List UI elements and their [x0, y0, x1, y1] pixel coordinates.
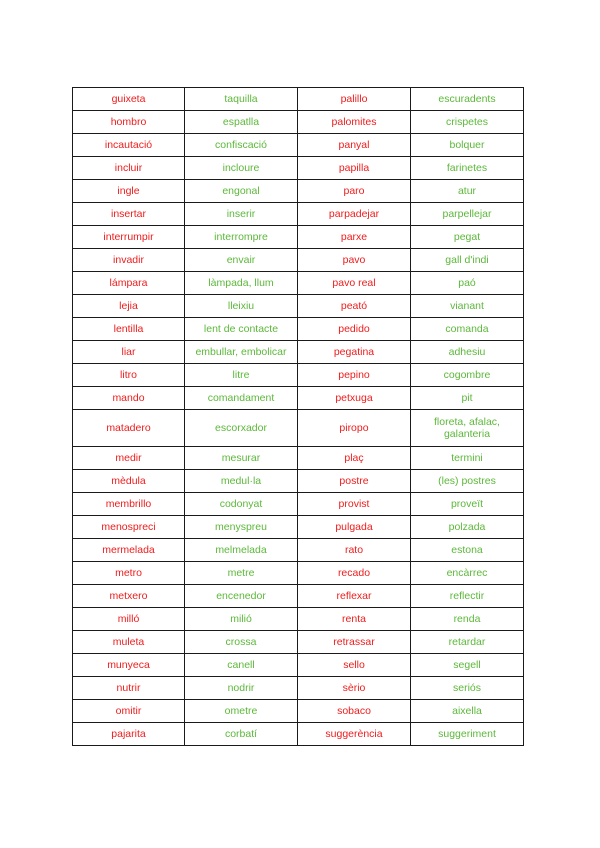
- correct-word-cell: corbatí: [185, 723, 298, 746]
- correct-word-cell: comanda: [411, 318, 524, 341]
- table-row: [73, 111, 524, 134]
- correct-word-cell: segell: [411, 654, 524, 677]
- table-row: [73, 272, 524, 295]
- table-row: [73, 249, 524, 272]
- correct-word-cell: lent de contacte: [185, 318, 298, 341]
- incorrect-word-cell: ingle: [73, 180, 185, 203]
- correct-word-cell: litre: [185, 364, 298, 387]
- correct-word-cell: medul·la: [185, 470, 298, 493]
- correct-word-cell: (les) postres: [411, 470, 524, 493]
- correct-word-cell: encenedor: [185, 585, 298, 608]
- correct-word-cell: retardar: [411, 631, 524, 654]
- correct-word-cell: parpellejar: [411, 203, 524, 226]
- correct-word-cell: termini: [411, 447, 524, 470]
- table-row: [73, 700, 524, 723]
- correct-word-cell: reflectir: [411, 585, 524, 608]
- incorrect-word-cell: petxuga: [298, 387, 411, 410]
- incorrect-word-cell: panyal: [298, 134, 411, 157]
- incorrect-word-cell: membrillo: [73, 493, 185, 516]
- incorrect-word-cell: parxe: [298, 226, 411, 249]
- table-row: [73, 134, 524, 157]
- correct-word-cell: inserir: [185, 203, 298, 226]
- incorrect-word-cell: metro: [73, 562, 185, 585]
- incorrect-word-cell: pegatina: [298, 341, 411, 364]
- correct-word-cell: pit: [411, 387, 524, 410]
- table-row: [73, 318, 524, 341]
- incorrect-word-cell: palillo: [298, 88, 411, 111]
- table-row: [73, 447, 524, 470]
- correct-word-cell: renda: [411, 608, 524, 631]
- correct-word-cell: canell: [185, 654, 298, 677]
- correct-word-cell: espatlla: [185, 111, 298, 134]
- incorrect-word-cell: hombro: [73, 111, 185, 134]
- correct-word-cell: pegat: [411, 226, 524, 249]
- correct-word-cell: incloure: [185, 157, 298, 180]
- incorrect-word-cell: metxero: [73, 585, 185, 608]
- table-row: [73, 631, 524, 654]
- table-row: [73, 608, 524, 631]
- table-row: [73, 341, 524, 364]
- correct-word-cell: crispetes: [411, 111, 524, 134]
- correct-word-cell: interrompre: [185, 226, 298, 249]
- correct-word-cell: crossa: [185, 631, 298, 654]
- correct-word-cell: taquilla: [185, 88, 298, 111]
- correct-word-cell: lleixiu: [185, 295, 298, 318]
- correct-word-cell: embullar, embolicar: [185, 341, 298, 364]
- correct-word-cell: gall d'indi: [411, 249, 524, 272]
- table-row: [73, 364, 524, 387]
- incorrect-word-cell: lámpara: [73, 272, 185, 295]
- correct-word-cell: paó: [411, 272, 524, 295]
- incorrect-word-cell: palomites: [298, 111, 411, 134]
- incorrect-word-cell: guixeta: [73, 88, 185, 111]
- correct-word-cell: adhesiu: [411, 341, 524, 364]
- table-row: [73, 516, 524, 539]
- incorrect-word-cell: piropo: [298, 410, 411, 447]
- incorrect-word-cell: muleta: [73, 631, 185, 654]
- correct-word-cell: farinetes: [411, 157, 524, 180]
- incorrect-word-cell: recado: [298, 562, 411, 585]
- incorrect-word-cell: provist: [298, 493, 411, 516]
- table-row: [73, 493, 524, 516]
- correct-word-cell: floreta, afalac, galanteria: [411, 410, 524, 447]
- correct-word-cell: menyspreu: [185, 516, 298, 539]
- incorrect-word-cell: sèrio: [298, 677, 411, 700]
- incorrect-word-cell: pavo: [298, 249, 411, 272]
- incorrect-word-cell: incautació: [73, 134, 185, 157]
- correct-word-cell: suggeriment: [411, 723, 524, 746]
- table-row: [73, 470, 524, 493]
- incorrect-word-cell: mèdula: [73, 470, 185, 493]
- incorrect-word-cell: incluir: [73, 157, 185, 180]
- correct-word-cell: seriós: [411, 677, 524, 700]
- correct-word-cell: melmelada: [185, 539, 298, 562]
- correct-word-cell: encàrrec: [411, 562, 524, 585]
- incorrect-word-cell: pedido: [298, 318, 411, 341]
- correct-word-cell: aixella: [411, 700, 524, 723]
- incorrect-word-cell: mermelada: [73, 539, 185, 562]
- incorrect-word-cell: paro: [298, 180, 411, 203]
- correct-word-cell: polzada: [411, 516, 524, 539]
- correct-word-cell: bolquer: [411, 134, 524, 157]
- correct-word-cell: estona: [411, 539, 524, 562]
- incorrect-word-cell: milló: [73, 608, 185, 631]
- correct-word-cell: cogombre: [411, 364, 524, 387]
- incorrect-word-cell: pepino: [298, 364, 411, 387]
- incorrect-word-cell: menospreci: [73, 516, 185, 539]
- table-row: [73, 88, 524, 111]
- table-row: [73, 157, 524, 180]
- table-row: [73, 585, 524, 608]
- incorrect-word-cell: postre: [298, 470, 411, 493]
- vocabulary-table-body: [73, 88, 524, 746]
- correct-word-cell: ometre: [185, 700, 298, 723]
- incorrect-word-cell: litro: [73, 364, 185, 387]
- correct-word-cell: milió: [185, 608, 298, 631]
- incorrect-word-cell: papilla: [298, 157, 411, 180]
- incorrect-word-cell: sello: [298, 654, 411, 677]
- incorrect-word-cell: nutrir: [73, 677, 185, 700]
- incorrect-word-cell: interrumpir: [73, 226, 185, 249]
- correct-word-cell: làmpada, llum: [185, 272, 298, 295]
- table-row: [73, 203, 524, 226]
- incorrect-word-cell: lentilla: [73, 318, 185, 341]
- correct-word-cell: codonyat: [185, 493, 298, 516]
- incorrect-word-cell: suggerència: [298, 723, 411, 746]
- vocabulary-table: [72, 87, 524, 746]
- incorrect-word-cell: omitir: [73, 700, 185, 723]
- table-row: [73, 677, 524, 700]
- incorrect-word-cell: retrassar: [298, 631, 411, 654]
- correct-word-cell: escorxador: [185, 410, 298, 447]
- correct-word-cell: confiscació: [185, 134, 298, 157]
- correct-word-cell: envair: [185, 249, 298, 272]
- incorrect-word-cell: pajarita: [73, 723, 185, 746]
- incorrect-word-cell: liar: [73, 341, 185, 364]
- incorrect-word-cell: renta: [298, 608, 411, 631]
- incorrect-word-cell: invadir: [73, 249, 185, 272]
- correct-word-cell: proveït: [411, 493, 524, 516]
- correct-word-cell: engonal: [185, 180, 298, 203]
- incorrect-word-cell: insertar: [73, 203, 185, 226]
- incorrect-word-cell: sobaco: [298, 700, 411, 723]
- table-row: [73, 654, 524, 677]
- table-row: [73, 387, 524, 410]
- table-row: [73, 180, 524, 203]
- incorrect-word-cell: parpadejar: [298, 203, 411, 226]
- table-row: [73, 562, 524, 585]
- table-row: [73, 226, 524, 249]
- correct-word-cell: metre: [185, 562, 298, 585]
- incorrect-word-cell: lejia: [73, 295, 185, 318]
- correct-word-cell: atur: [411, 180, 524, 203]
- incorrect-word-cell: mando: [73, 387, 185, 410]
- table-row: [73, 295, 524, 318]
- correct-word-cell: vianant: [411, 295, 524, 318]
- table-row: [73, 539, 524, 562]
- correct-word-cell: nodrir: [185, 677, 298, 700]
- table-row: [73, 723, 524, 746]
- incorrect-word-cell: peató: [298, 295, 411, 318]
- incorrect-word-cell: pavo real: [298, 272, 411, 295]
- incorrect-word-cell: rato: [298, 539, 411, 562]
- incorrect-word-cell: reflexar: [298, 585, 411, 608]
- correct-word-cell: mesurar: [185, 447, 298, 470]
- incorrect-word-cell: medir: [73, 447, 185, 470]
- correct-word-cell: comandament: [185, 387, 298, 410]
- incorrect-word-cell: plaç: [298, 447, 411, 470]
- incorrect-word-cell: matadero: [73, 410, 185, 447]
- correct-word-cell: escuradents: [411, 88, 524, 111]
- incorrect-word-cell: pulgada: [298, 516, 411, 539]
- incorrect-word-cell: munyeca: [73, 654, 185, 677]
- table-row: [73, 410, 524, 447]
